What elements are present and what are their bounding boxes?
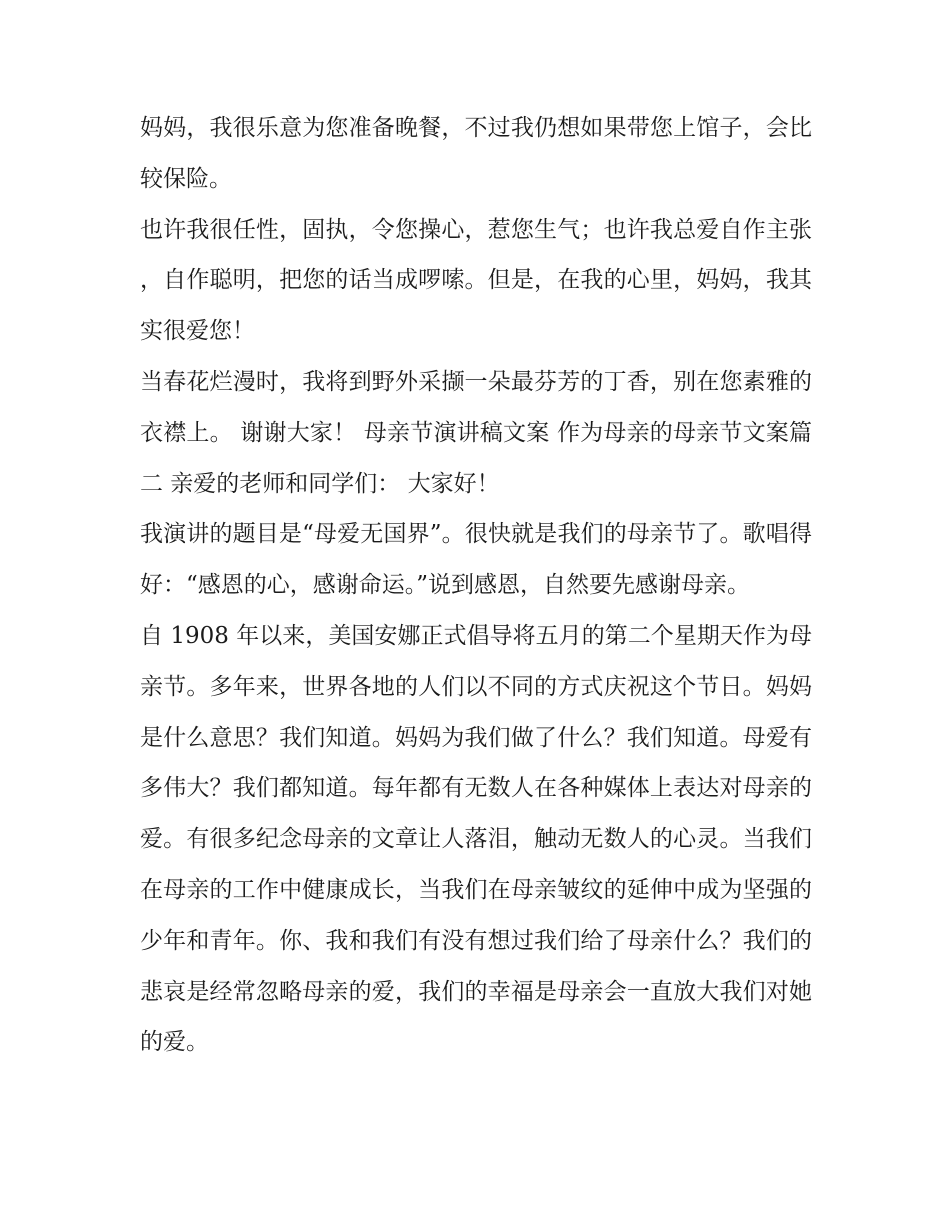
document-body: [140, 103, 812, 1068]
paragraph-2: 也许我很任性，固执，令您操心，惹您生气；也许我总爱自作主张，自作聪明，把您的话当成啰嗦。但是，在我的心里，妈妈，我其实很爱您！: [140, 216, 812, 345]
paragraph-4: 我演讲的题目是“母爱无国界”。很快就是我们的母亲节了。歌唱得好：“感恩的心，感谢命运。”说到感恩，自然要先感谢母亲。: [140, 521, 812, 599]
paragraph-5: 自 1908 年以来，美国安娜正式倡导将五月的第二个星期天作为母亲节。多年来，世界各地的人们以不同的方式庆祝这个节日。妈妈是什么意思？我们知道。妈妈为我们做了什么？我们知道。母爱有多伟大？我们都知道。每年都有无数人在各种媒体上表达对母亲的爱。有很多纪念母亲的文章让人落泪，触动无数人的心灵。当我们在母亲的工作中健康成长，当我们在母亲皱纹的延伸中成为坚强的少年和青年。你、我和我们有没有想过我们给了母亲什么？我们的悲哀是经常忽略母亲的爱，我们的幸福是母亲会一直放大我们对她的爱。: [140, 622, 812, 1056]
paragraph-3: 当春花烂漫时，我将到野外采撷一朵最芬芳的丁香，别在您素雅的衣襟上。 谢谢大家！ 母亲节演讲稿文案 作为母亲的母亲节文案篇二 亲爱的老师和同学们： 大家好！: [140, 368, 812, 497]
paragraph-1: 妈妈，我很乐意为您准备晚餐，不过我仍想如果带您上馆子，会比较保险。: [140, 115, 812, 192]
